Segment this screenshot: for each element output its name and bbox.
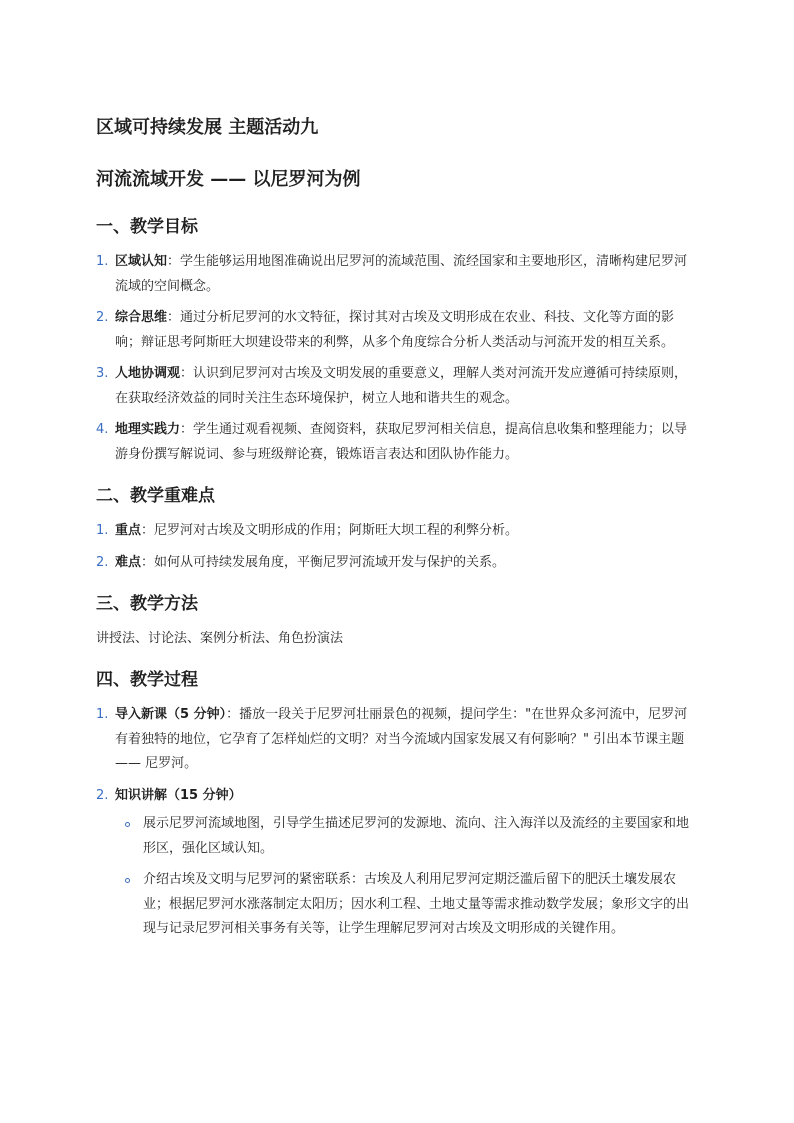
process-step-text: 播放一段关于尼罗河壮丽景色的视频，提问学生："在世界众多河流中，尼罗河有着独特的地位，它孕育了怎样灿烂的文明？对当今流域内国家发展又有何影响？" 引出本节课主题 —— 尼罗河。 [115,707,688,771]
lead-separator: ： [180,366,194,381]
process-bullet-item [115,812,696,861]
list-number: 2. [96,310,109,325]
document-title: 区域可持续发展 主题活动九 [96,117,319,138]
key-point-item [96,519,696,544]
process-step [96,703,696,777]
goal-item [96,418,696,467]
process-list [96,703,696,942]
document-subtitle: 河流流域开发 —— 以尼罗河为例 [96,169,361,190]
goal-lead: 区域认知 [115,254,168,269]
list-number: 1. [96,707,109,722]
section-heading-goals: 一、教学目标 [96,217,198,237]
section-heading-key-points: 二、教学重难点 [96,486,215,506]
goal-text: 学生通过观看视频、查阅资料，获取尼罗河相关信息，提高信息收集和整理能力；以导游身份撰写解说词、参与班级辩论赛，锻炼语言表达和团队协作能力。 [115,422,688,462]
list-number: 1. [96,254,109,269]
list-number: 2. [96,787,109,803]
lead-separator: ： [141,554,155,570]
goal-item [96,250,696,299]
lead-separator: ： [167,254,181,269]
lead-separator: ： [226,707,240,722]
process-bullet-item [115,868,696,942]
process-bullet-text: 介绍古埃及文明与尼罗河的紧密联系：古埃及人利用尼罗河定期泛滥后留下的肥沃土壤发展农业；根据尼罗河水涨落制定太阳历；因水利工程、土地丈量等需求推动数学发展；象形文字的出现与记录尼罗河相关事务有关等，让学生理解尼罗河对古埃及文明形成的关键作用。 [143,872,690,936]
process-step-lead: 知识讲解（15 分钟） [115,787,242,803]
key-point-text: 如何从可持续发展角度，平衡尼罗河流域开发与保护的关系。 [154,554,506,570]
bullet-icon [125,878,130,883]
goal-text: 认识到尼罗河对古埃及文明发展的重要意义，理解人类对河流开发应遵循可持续原则，在获取经济效益的同时关注生态环境保护，树立人地和谐共生的观念。 [115,366,688,406]
process-bullet-text: 展示尼罗河流域地图，引导学生描述尼罗河的发源地、流向、注入海洋以及流经的主要国家和地形区，强化区域认知。 [143,816,690,856]
list-number: 4. [96,422,109,437]
goals-list [96,250,696,467]
goal-lead: 人地协调观 [115,366,181,381]
goal-text: 通过分析尼罗河的水文特征，探讨其对古埃及文明形成在农业、科技、文化等方面的影响；辩证思考阿斯旺大坝建设带来的利弊，从多个角度综合分析人类活动与河流开发的相互关系。 [115,310,675,350]
list-number: 2. [96,554,109,570]
goal-lead: 地理实践力 [115,422,181,437]
lead-separator: ： [180,422,194,437]
key-point-lead: 难点 [115,554,142,570]
lead-separator: ： [141,523,155,538]
goal-item [96,362,696,411]
process-step [96,784,696,942]
list-number: 1. [96,523,109,538]
key-points-list [96,519,696,575]
goal-item [96,306,696,355]
process-bullet-list [115,812,696,942]
document-page [96,108,696,949]
key-point-item [96,551,696,576]
key-point-text: 尼罗河对古埃及文明形成的作用；阿斯旺大坝工程的利弊分析。 [154,523,519,538]
bullet-icon [125,822,130,827]
section-heading-process: 四、教学过程 [96,670,198,690]
goal-text: 学生能够运用地图准确说出尼罗河的流域范围、流经国家和主要地形区，清晰构建尼罗河流域的空间概念。 [115,254,688,294]
methods-text: 讲授法、讨论法、案例分析法、角色扮演法 [96,631,344,646]
goal-lead: 综合思维 [115,310,168,325]
key-point-lead: 重点 [115,523,142,538]
section-heading-methods: 三、教学方法 [96,594,198,614]
process-step-lead: 导入新课（5 分钟） [115,707,227,722]
list-number: 3. [96,366,109,381]
lead-separator: ： [167,310,181,325]
